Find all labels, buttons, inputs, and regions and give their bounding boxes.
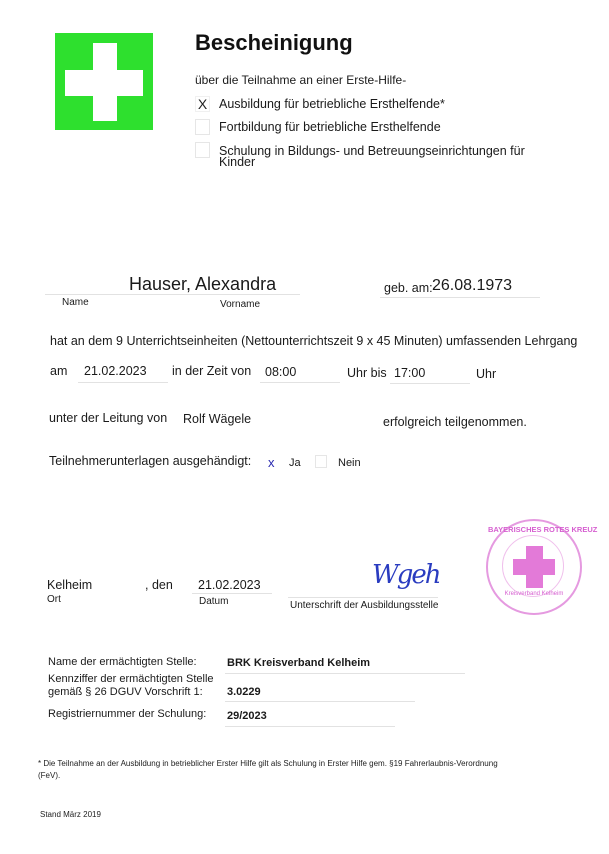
place-value: Kelheim — [47, 578, 93, 592]
vorname-label: Vorname — [220, 299, 261, 310]
footnote-line-2: (FeV). — [38, 771, 61, 780]
reg-label: Registriernummer der Schulung: — [48, 708, 207, 720]
den-label: , den — [145, 578, 173, 592]
time-to: 17:00 — [394, 366, 426, 380]
checkbox-nein[interactable] — [315, 455, 327, 468]
datum-label: Datum — [199, 596, 229, 607]
success-text: erfolgreich teilgenommen. — [383, 415, 527, 429]
first-aid-cross-icon — [55, 33, 153, 130]
participant-name: Hauser, Alexandra — [129, 274, 277, 294]
materials-label: Teilnehmerunterlagen ausgehändigt: — [49, 454, 252, 468]
checkbox-schulung[interactable] — [195, 142, 210, 158]
signature-scribble: Wgeh — [372, 560, 440, 590]
stamp-bottom-text: Kreisverband Kelheim — [504, 591, 564, 597]
birth-label: geb. am: — [384, 281, 433, 295]
footnote-line-1: * Die Teilnahme an der Ausbildung in betrieblicher Erster Hilfe gilt als Schulung in Erster Hilfe gem. §19 Fahrerlaubnis-Verordnung — [38, 759, 498, 768]
official-stamp — [486, 519, 598, 615]
course-sentence: hat an dem 9 Unterrichtseinheiten (Nettounterrichtszeit 9 x 45 Minuten) umfassenden Lehrgang — [50, 334, 578, 348]
reg-value: 29/2023 — [227, 710, 267, 722]
time-label: in der Zeit von — [172, 364, 252, 378]
uhr-label: Uhr — [476, 367, 497, 381]
name-label: Name — [62, 297, 89, 308]
version-text: Stand März 2019 — [40, 810, 101, 819]
birth-date: 26.08.1973 — [432, 277, 513, 294]
time-from: 08:00 — [265, 365, 297, 379]
code-value: 3.0229 — [227, 686, 261, 698]
until-label: Uhr bis — [347, 366, 387, 380]
ja-label: Ja — [289, 457, 301, 469]
document-title: Bescheinigung — [195, 30, 353, 55]
am-label: am — [50, 364, 68, 378]
option-fortbildung-label: Fortbildung für betriebliche Ersthelfende — [219, 120, 441, 134]
checkbox-ausbildung[interactable]: X — [195, 96, 210, 112]
checkbox-fortbildung[interactable] — [195, 119, 210, 135]
option-ausbildung-label: Ausbildung für betriebliche Ersthelfende* — [219, 97, 445, 111]
code-label-2: gemäß § 26 DGUV Vorschrift 1: — [48, 686, 203, 698]
subtitle: über die Teilnahme an einer Erste-Hilfe- — [195, 73, 407, 87]
authority-name-label: Name der ermächtigten Stelle: — [48, 656, 197, 668]
authority-name-value: BRK Kreisverband Kelheim — [227, 657, 371, 669]
leader-name: Rolf Wägele — [183, 412, 252, 426]
option-schulung-label-2: Kinder — [219, 155, 256, 169]
option-schulung-label: Schulung in Bildungs- und Betreuungseinrichtungen für — [219, 144, 525, 158]
course-date: 21.02.2023 — [84, 364, 147, 378]
checkbox-ja[interactable]: x — [268, 455, 275, 470]
stamp-top-text: BAYERISCHES ROTES KREUZ — [488, 525, 598, 534]
nein-label: Nein — [338, 457, 361, 469]
leader-label: unter der Leitung von — [49, 411, 168, 425]
sign-date: 21.02.2023 — [198, 578, 261, 592]
signature-label: Unterschrift der Ausbildungsstelle — [290, 600, 439, 611]
ort-label: Ort — [47, 594, 61, 605]
code-label-1: Kennziffer der ermächtigten Stelle — [48, 673, 214, 685]
